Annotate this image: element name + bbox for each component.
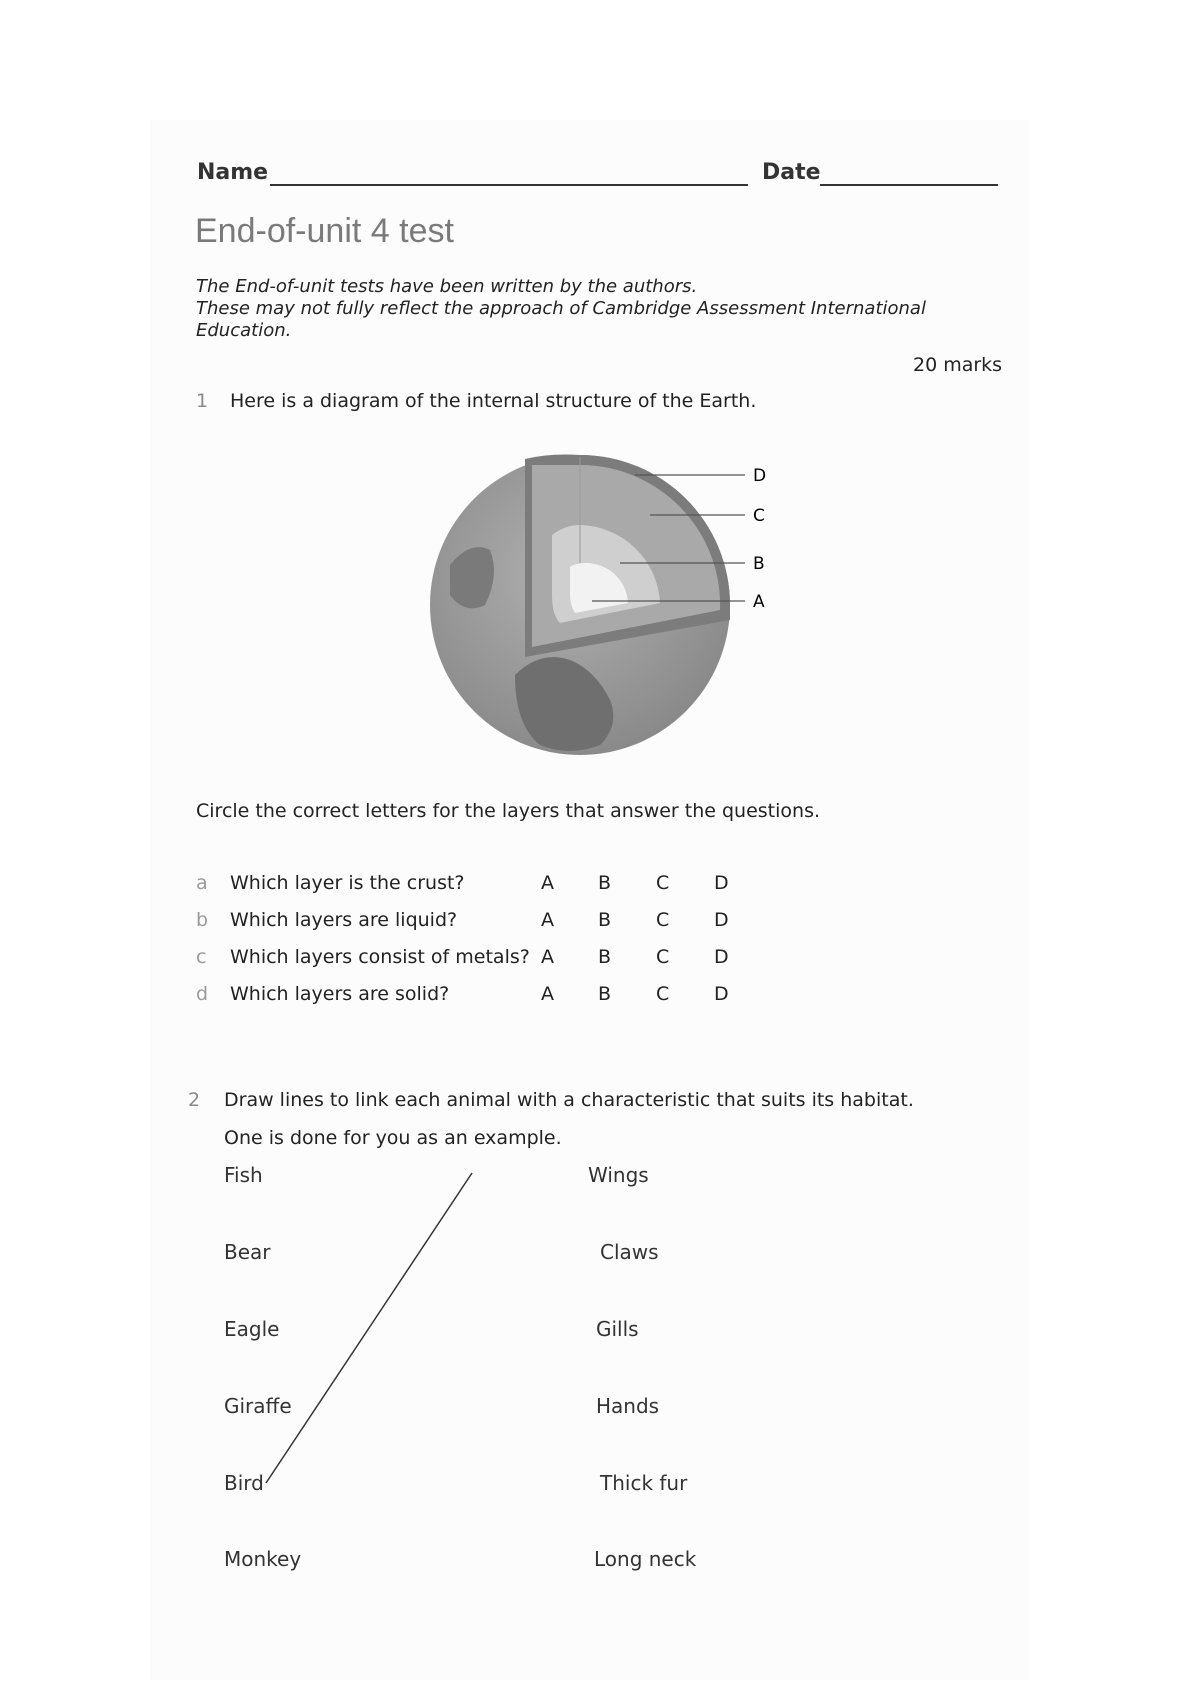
characteristic-item[interactable]: Claws [600, 1240, 659, 1264]
example-link-line [266, 1173, 472, 1483]
option-d[interactable]: D [714, 909, 729, 931]
question-1-number: 1 [196, 390, 209, 412]
animal-item[interactable]: Bird [224, 1471, 264, 1495]
option-b[interactable]: B [598, 872, 612, 894]
question-2-text: Draw lines to link each animal with a characteristic that suits its habitat. [224, 1089, 914, 1111]
option-d[interactable]: D [714, 946, 729, 968]
question-2-example-note: One is done for you as an example. [224, 1127, 562, 1149]
animal-item[interactable]: Monkey [224, 1547, 302, 1571]
option-c[interactable]: C [656, 946, 670, 968]
diagram-label-c: C [753, 506, 765, 526]
question-1-text: Here is a diagram of the internal structure of the Earth. [230, 390, 757, 412]
option-a[interactable]: A [541, 946, 554, 968]
option-a[interactable]: A [541, 983, 554, 1005]
animal-item[interactable]: Bear [224, 1240, 271, 1264]
question-2-number: 2 [188, 1089, 201, 1111]
animal-item[interactable]: Giraffe [224, 1394, 292, 1418]
part-question: Which layers are liquid? [230, 909, 458, 931]
question-1-instruction: Circle the correct letters for the layers that answer the questions. [196, 800, 821, 822]
characteristic-item[interactable]: Thick fur [600, 1471, 688, 1495]
part-letter: d [196, 983, 209, 1005]
option-c[interactable]: C [656, 872, 670, 894]
total-marks: 20 marks [913, 354, 1003, 376]
option-a[interactable]: A [541, 872, 554, 894]
option-d[interactable]: D [714, 872, 729, 894]
diagram-label-a: A [753, 592, 765, 612]
characteristic-item[interactable]: Hands [596, 1394, 660, 1418]
option-c[interactable]: C [656, 983, 670, 1005]
diagram-label-b: B [753, 554, 765, 574]
part-letter: a [196, 872, 208, 894]
date-label: Date [762, 160, 821, 185]
option-a[interactable]: A [541, 909, 554, 931]
option-d[interactable]: D [714, 983, 729, 1005]
characteristic-item[interactable]: Gills [596, 1317, 639, 1341]
part-question: Which layers consist of metals? [230, 946, 530, 968]
animal-item[interactable]: Fish [224, 1163, 263, 1187]
page-title: End-of-unit 4 test [195, 212, 454, 250]
part-question: Which layer is the crust? [230, 872, 465, 894]
disclaimer-line-3: Education. [196, 320, 292, 341]
disclaimer-line-1: The End-of-unit tests have been written by the authors. [196, 276, 698, 297]
characteristic-item[interactable]: Wings [588, 1163, 649, 1187]
name-label: Name [197, 160, 269, 185]
disclaimer-line-2: These may not fully reflect the approach of Cambridge Assessment International [196, 298, 926, 319]
option-b[interactable]: B [598, 946, 612, 968]
option-c[interactable]: C [656, 909, 670, 931]
part-letter: b [196, 909, 209, 931]
diagram-label-d: D [753, 466, 767, 486]
part-letter: c [196, 946, 207, 968]
characteristic-item[interactable]: Long neck [594, 1547, 697, 1571]
part-question: Which layers are solid? [230, 983, 450, 1005]
option-b[interactable]: B [598, 909, 612, 931]
option-b[interactable]: B [598, 983, 612, 1005]
animal-item[interactable]: Eagle [224, 1317, 280, 1341]
